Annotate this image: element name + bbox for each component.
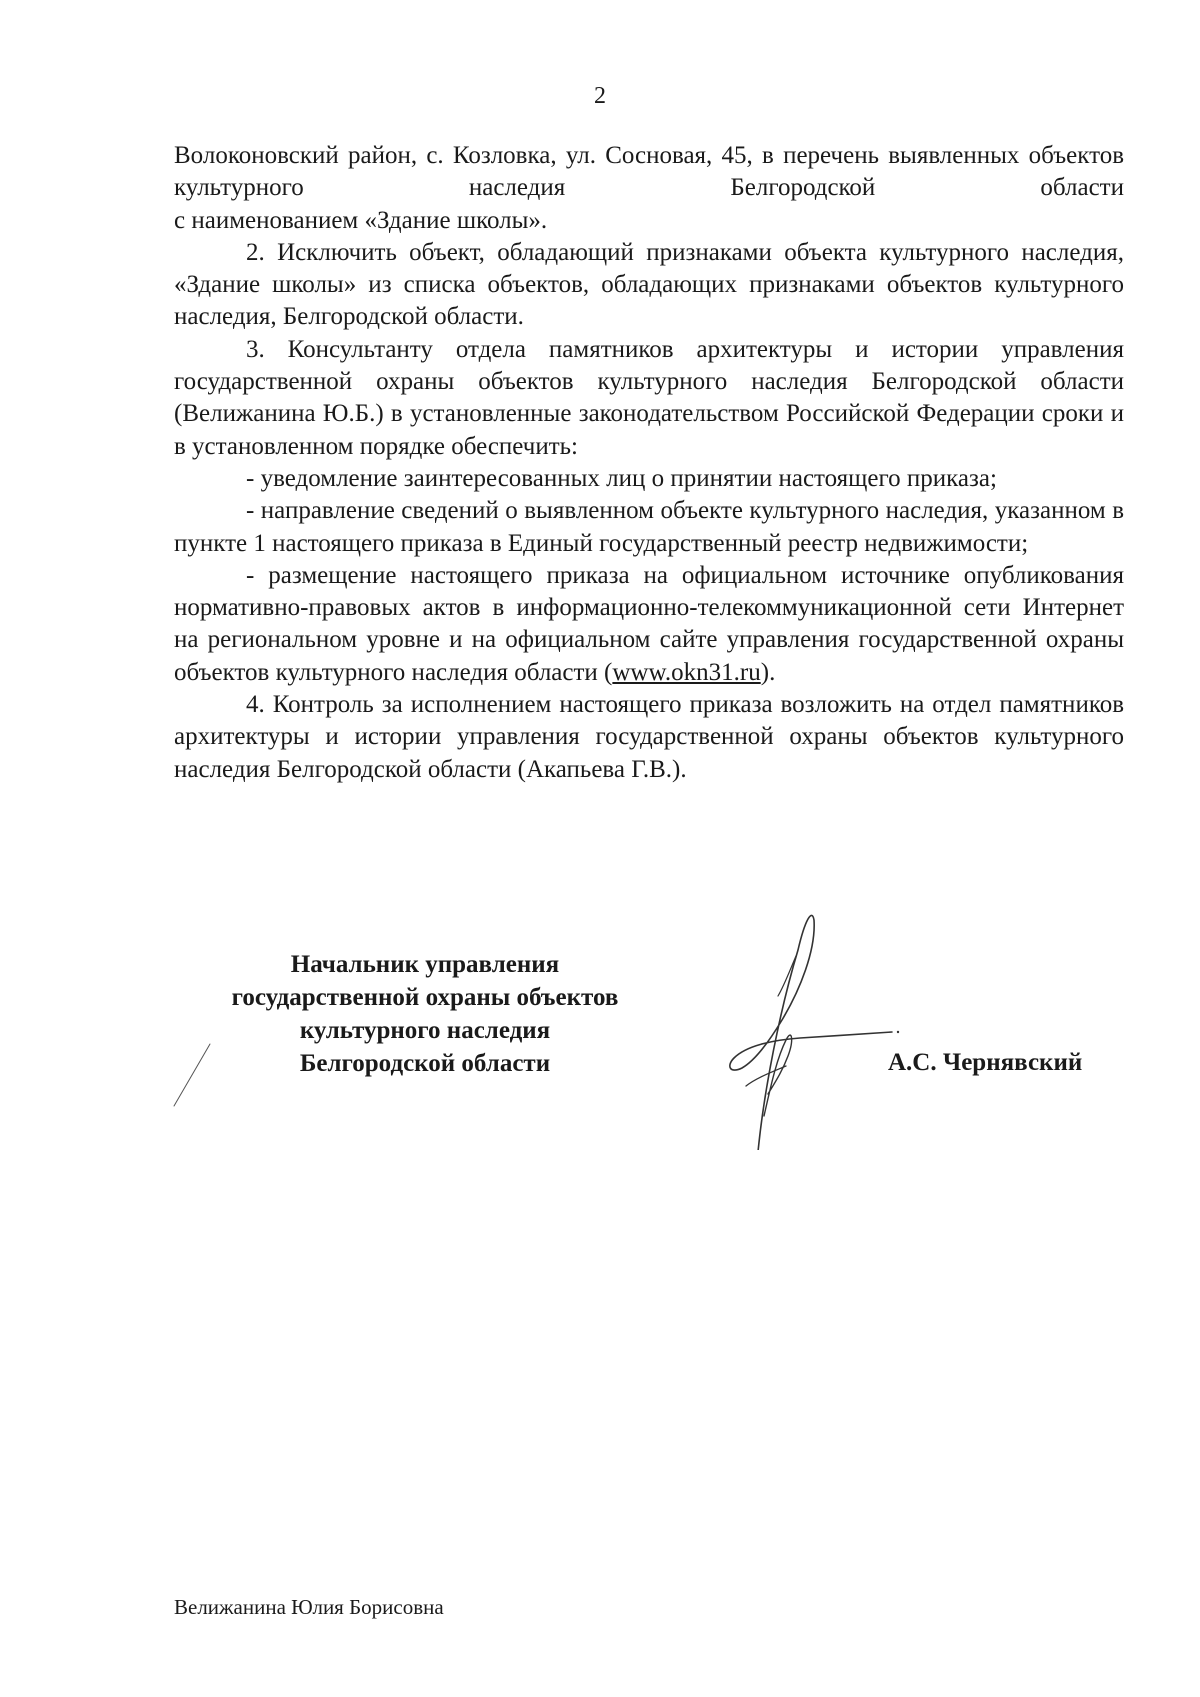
paragraph-item-3-notify: - уведомление заинтересованных лиц о принятии настоящего приказа; <box>246 464 997 492</box>
paragraph-item-2: 2. Исключить объект, обладающий признаками объекта культурного наследия, «Здание школы» из списка объектов, обладающих признаками объектов культурного наследия, Белгородской области. <box>174 238 1124 331</box>
paragraph-item-4: 4. Контроль за исполнением настоящего приказа возложить на отдел памятников архитектуры и истории управления государственной охраны объектов культурного наследия Белгородской области (Акапьева Г.В.). <box>174 691 1124 783</box>
signatory-title <box>190 948 660 1080</box>
handwritten-signature <box>660 890 940 1150</box>
paragraph-address-tail: с наименованием «Здание школы». <box>174 206 548 234</box>
paragraph-item-3: 3. Консультанту отдела памятников архитектуры и истории управления государственной охраны объектов культурного наследия Белгородской области (Велижанина Ю.Б.) в установленные законодательством Российской Федерации сроки и в установленном порядке обеспечить: <box>174 335 1124 460</box>
signatory-title-line: культурного наследия <box>299 1017 551 1044</box>
signatory-title-line: Белгородской области <box>299 1050 551 1077</box>
signatory-title-line: Начальник управления <box>290 951 560 978</box>
website-link[interactable]: www.okn31.ru <box>612 658 761 686</box>
page-number: 2 <box>594 83 606 109</box>
signatory-name: А.С. Чернявский <box>888 1049 1083 1076</box>
document-body <box>174 140 1124 786</box>
stray-pen-mark <box>170 1040 230 1110</box>
publish-text-end: ). <box>760 658 776 686</box>
signatory-title-line: государственной охраны объектов <box>231 984 619 1011</box>
paragraph-address: Волоконовский район, с. Козловка, ул. Сосновая, 45, в перечень выявленных объектов культурного наследия Белгородской области <box>174 142 1124 202</box>
executor-name: Велижанина Юлия Борисовна <box>174 1595 444 1619</box>
publish-text: - размещение настоящего приказа на официальном источнике опубликования нормативно-правовых актов в информационно-телекоммуникационной сети Интернет на региональном уровне и на официальном сайте управления государственной охраны объектов культурного наследия области ( <box>174 561 1124 686</box>
paragraph-item-3-publish <box>174 560 1124 689</box>
paragraph-item-3-registry: - направление сведений о выявленном объекте культурного наследия, указанном в пункте 1 настоящего приказа в Единый государственный реестр недвижимости; <box>174 497 1124 557</box>
